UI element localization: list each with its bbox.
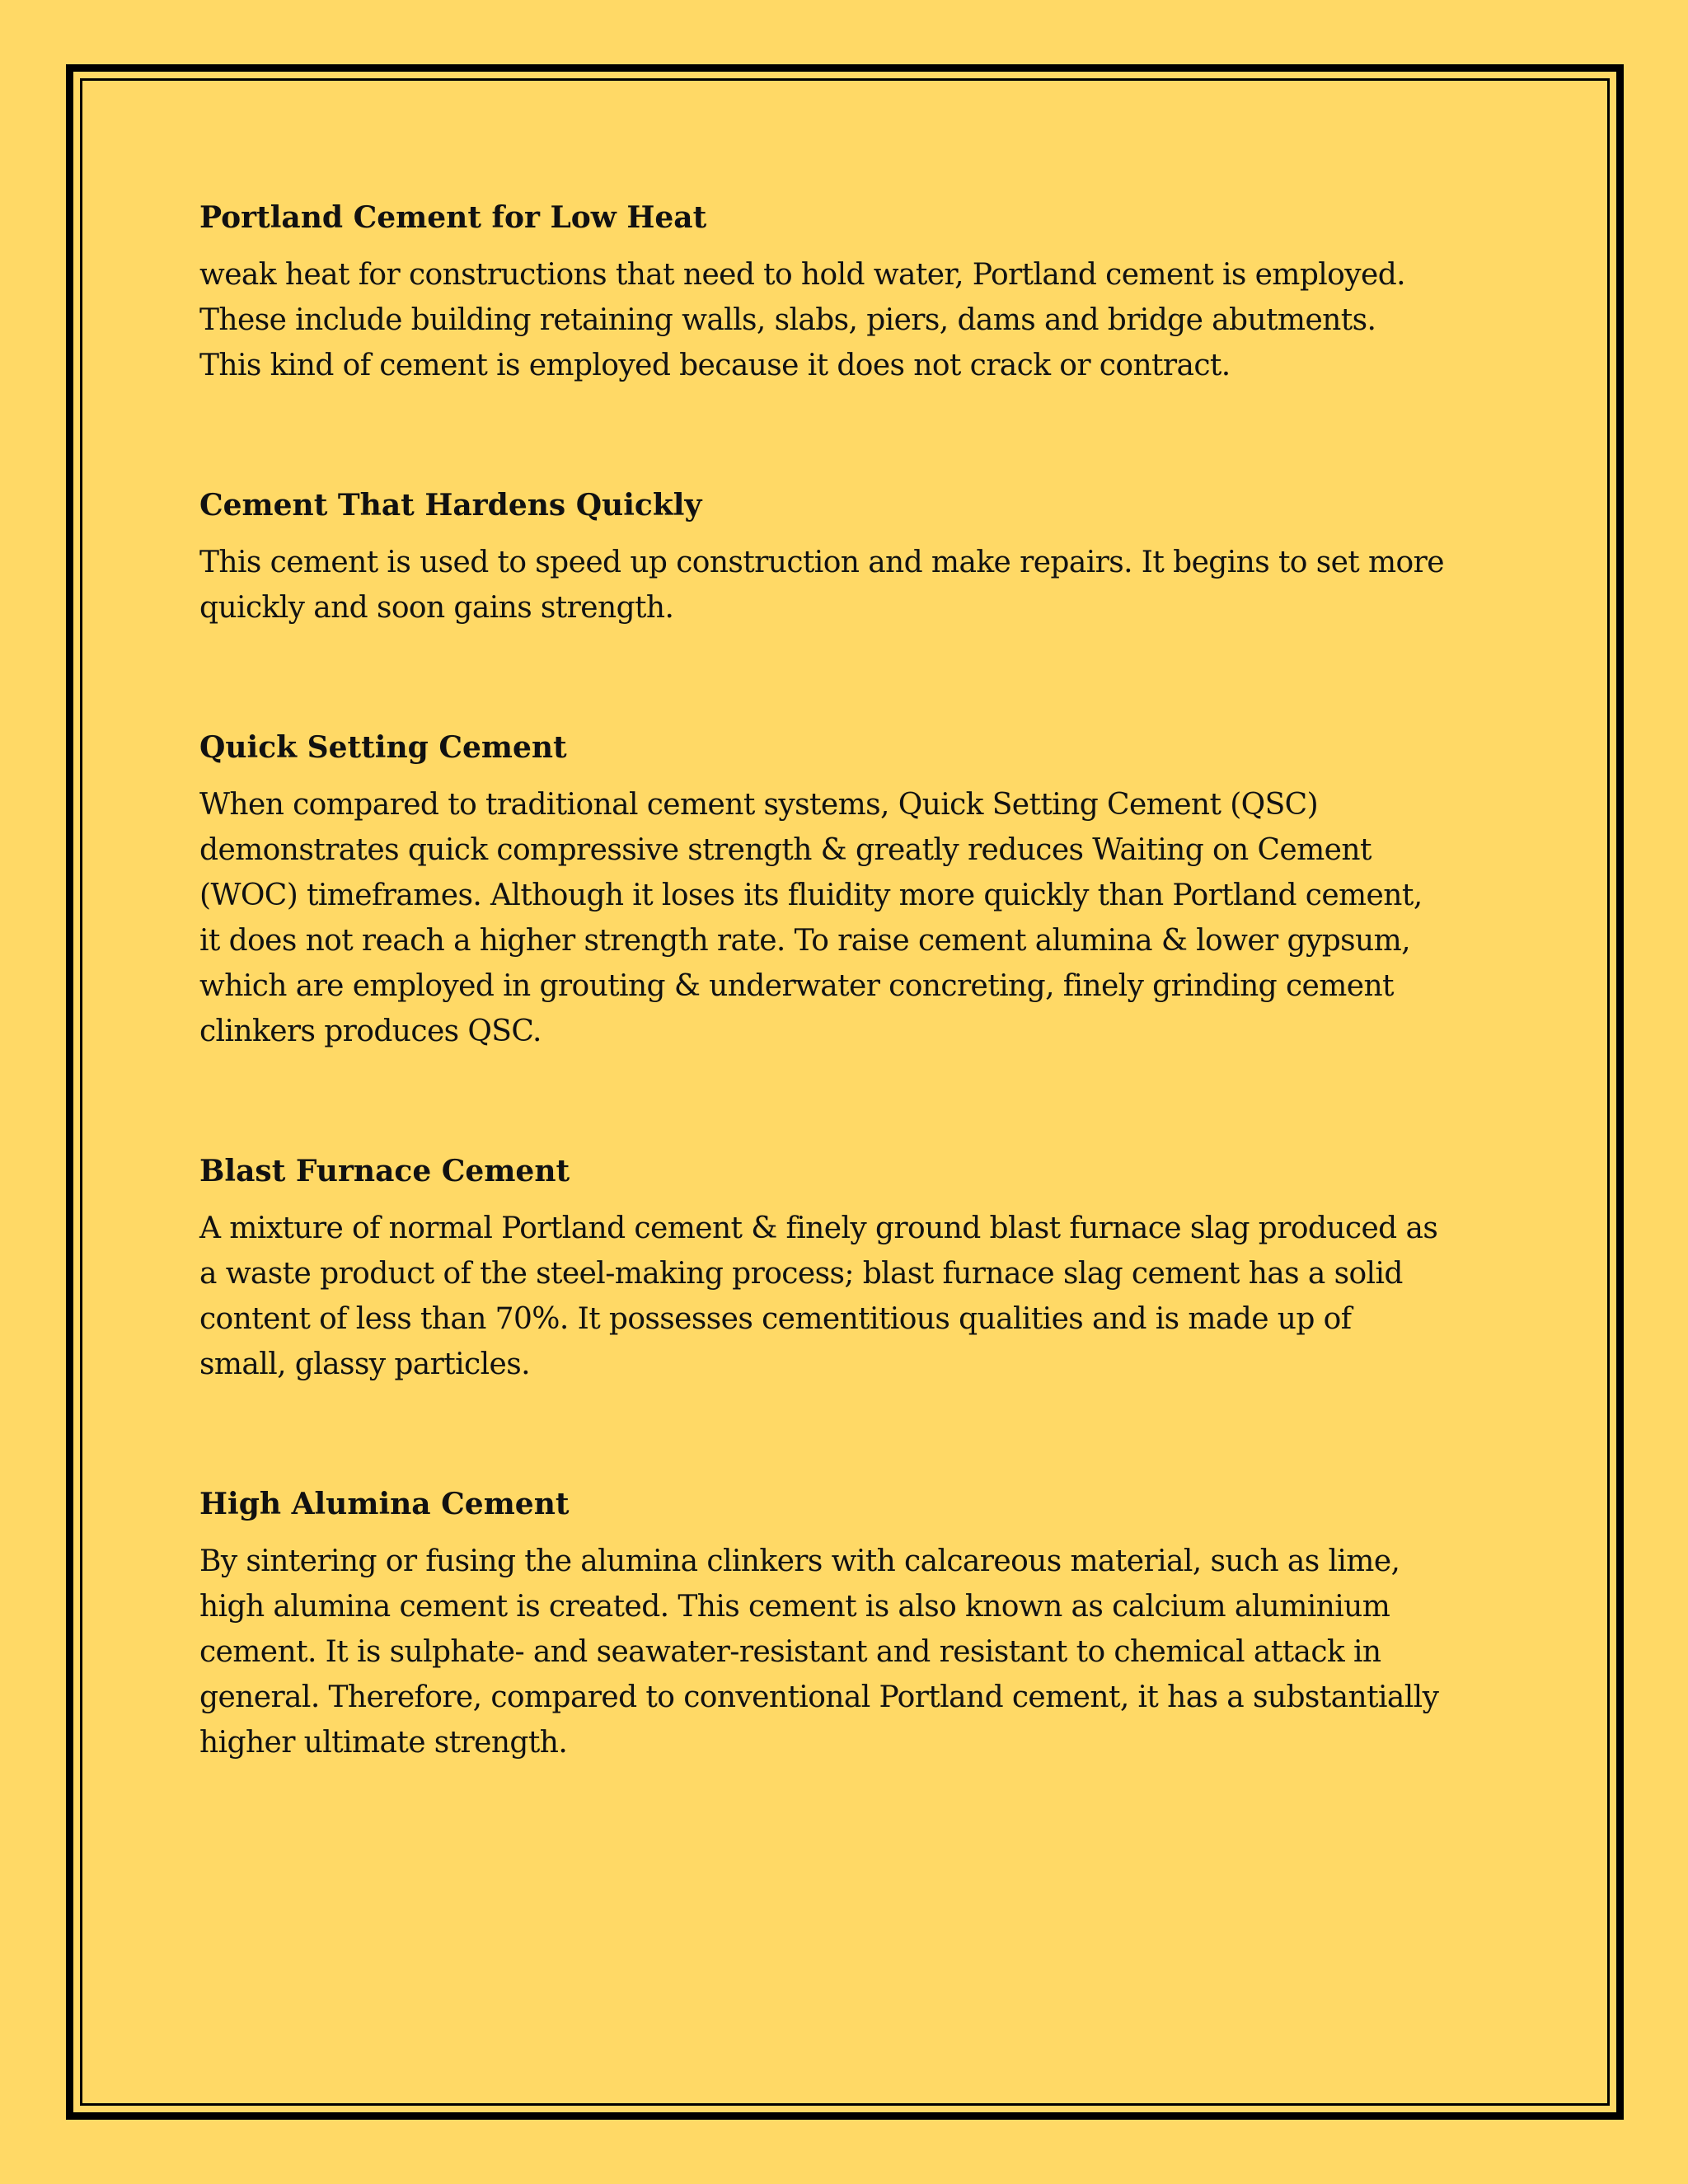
body-line: (WOC) timeframes. Although it loses its fluidity more quickly than Portland cement, xyxy=(199,879,1423,912)
body-line: higher ultimate strength. xyxy=(199,1726,568,1760)
body-line: quickly and soon gains strength. xyxy=(199,591,674,625)
body-line: These include building retaining walls, slabs, piers, dams and bridge abutments. xyxy=(199,303,1376,337)
section-hardens-quickly xyxy=(199,485,1518,630)
section-portland-low-heat xyxy=(199,198,1518,388)
body-line: general. Therefore, compared to conventional Portland cement, it has a substantially xyxy=(199,1680,1439,1714)
body-line: By sintering or fusing the alumina clinkers with calcareous material, such as lime, xyxy=(199,1544,1400,1578)
section-heading: Cement That Hardens Quickly xyxy=(199,488,702,523)
section-quick-setting xyxy=(199,728,1518,1054)
body-line: small, glassy particles. xyxy=(199,1347,530,1381)
body-line: demonstrates quick compressive strength & greatly reduces Waiting on Cement xyxy=(199,833,1372,867)
section-body xyxy=(199,1539,1518,1765)
section-body xyxy=(199,540,1518,630)
section-high-alumina xyxy=(199,1484,1518,1765)
body-line: which are employed in grouting & underwater concreting, finely grinding cement xyxy=(199,969,1394,1003)
section-body xyxy=(199,782,1518,1054)
section-heading: Quick Setting Cement xyxy=(199,730,567,765)
section-heading: High Alumina Cement xyxy=(199,1487,570,1521)
section-heading: Portland Cement for Low Heat xyxy=(199,200,707,235)
body-line: high alumina cement is created. This cement is also known as calcium aluminium xyxy=(199,1590,1390,1624)
body-line: clinkers produces QSC. xyxy=(199,1015,542,1048)
body-line: it does not reach a higher strength rate. To raise cement alumina & lower gypsum, xyxy=(199,924,1410,958)
section-blast-furnace xyxy=(199,1151,1518,1387)
section-heading: Blast Furnace Cement xyxy=(199,1154,570,1188)
body-line: This kind of cement is employed because it does not crack or contract. xyxy=(199,349,1231,382)
body-line: This cement is used to speed up construction and make repairs. It begins to set more xyxy=(199,546,1444,579)
body-line: A mixture of normal Portland cement & finely ground blast furnace slag produced as xyxy=(199,1212,1438,1245)
section-body xyxy=(199,252,1518,388)
body-line: When compared to traditional cement systems, Quick Setting Cement (QSC) xyxy=(199,788,1319,822)
body-line: content of less than 70%. It possesses cementitious qualities and is made up of xyxy=(199,1302,1352,1336)
document-content xyxy=(199,198,1518,1765)
body-line: a waste product of the steel-making process; blast furnace slag cement has a solid xyxy=(199,1257,1403,1291)
body-line: weak heat for constructions that need to hold water, Portland cement is employed. xyxy=(199,258,1405,292)
body-line: cement. It is sulphate- and seawater-resistant and resistant to chemical attack in xyxy=(199,1635,1381,1669)
section-body xyxy=(199,1206,1518,1387)
